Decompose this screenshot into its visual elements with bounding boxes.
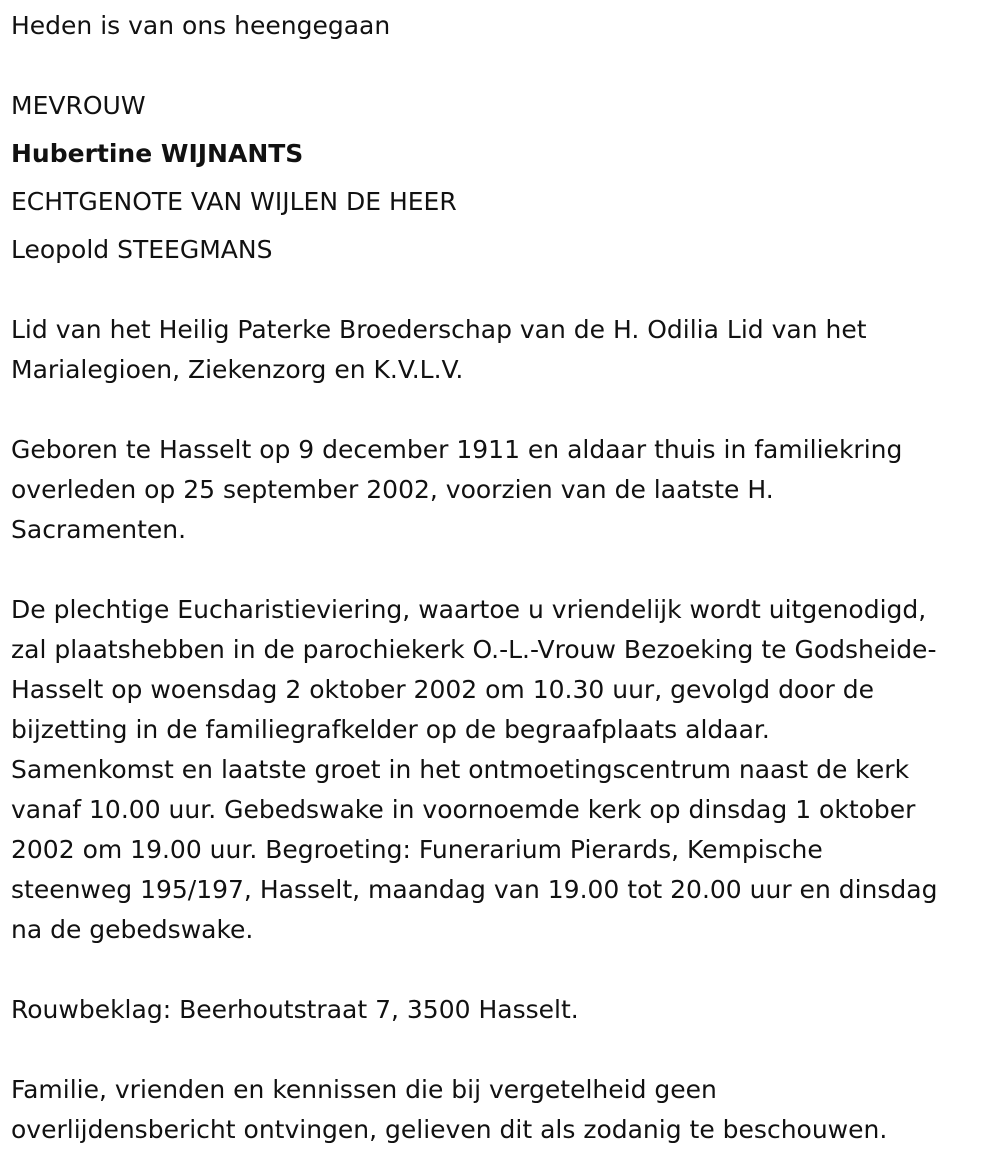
deceased-name: Hubertine WIJNANTS bbox=[11, 139, 304, 168]
birth-death-paragraph bbox=[11, 430, 996, 550]
relation-text: ECHTGENOTE VAN WIJLEN DE HEER bbox=[11, 187, 457, 216]
ceremony-line: bijzetting in de familiegrafkelder op de begraafplaats aldaar. bbox=[11, 715, 770, 744]
membership-line: Marialegioen, Ziekenzorg en K.V.L.V. bbox=[11, 355, 464, 384]
ceremony-line: na de gebedswake. bbox=[11, 915, 254, 944]
ceremony-line: vanaf 10.00 uur. Gebedswake in voornoemde kerk op dinsdag 1 oktober bbox=[11, 795, 916, 824]
ceremony-line: De plechtige Eucharistieviering, waartoe u vriendelijk wordt uitgenodigd, bbox=[11, 595, 927, 624]
ceremony-line: steenweg 195/197, Hasselt, maandag van 19.00 tot 20.00 uur en dinsdag bbox=[11, 875, 938, 904]
ceremony-line: Hasselt op woensdag 2 oktober 2002 om 10.30 uur, gevolgd door de bbox=[11, 675, 875, 704]
honorific-title: MEVROUW bbox=[11, 91, 146, 120]
ceremony-line: Samenkomst en laatste groet in het ontmoetingscentrum naast de kerk bbox=[11, 755, 910, 784]
closing-paragraph bbox=[11, 1070, 996, 1150]
birth-death-line: Sacramenten. bbox=[11, 515, 187, 544]
ceremony-line: zal plaatshebben in de parochiekerk O.-L.-Vrouw Bezoeking te Godsheide- bbox=[11, 635, 937, 664]
membership-line: Lid van het Heilig Paterke Broederschap van de H. Odilia Lid van het bbox=[11, 315, 867, 344]
birth-death-line: Geboren te Hasselt op 9 december 1911 en aldaar thuis in familiekring bbox=[11, 435, 903, 464]
closing-line: Familie, vrienden en kennissen die bij vergetelheid geen bbox=[11, 1075, 717, 1104]
closing-line: overlijdensbericht ontvingen, gelieven dit als zodanig te beschouwen. bbox=[11, 1115, 888, 1144]
intro-text: Heden is van ons heengegaan bbox=[11, 11, 391, 40]
birth-death-line: overleden op 25 september 2002, voorzien van de laatste H. bbox=[11, 475, 774, 504]
spouse-name: Leopold STEEGMANS bbox=[11, 235, 273, 264]
ceremony-line: 2002 om 19.00 uur. Begroeting: Funerarium Pierards, Kempische bbox=[11, 835, 823, 864]
membership-paragraph bbox=[11, 310, 996, 390]
condolence-address: Rouwbeklag: Beerhoutstraat 7, 3500 Hasselt. bbox=[11, 995, 579, 1024]
ceremony-paragraph bbox=[11, 590, 996, 950]
